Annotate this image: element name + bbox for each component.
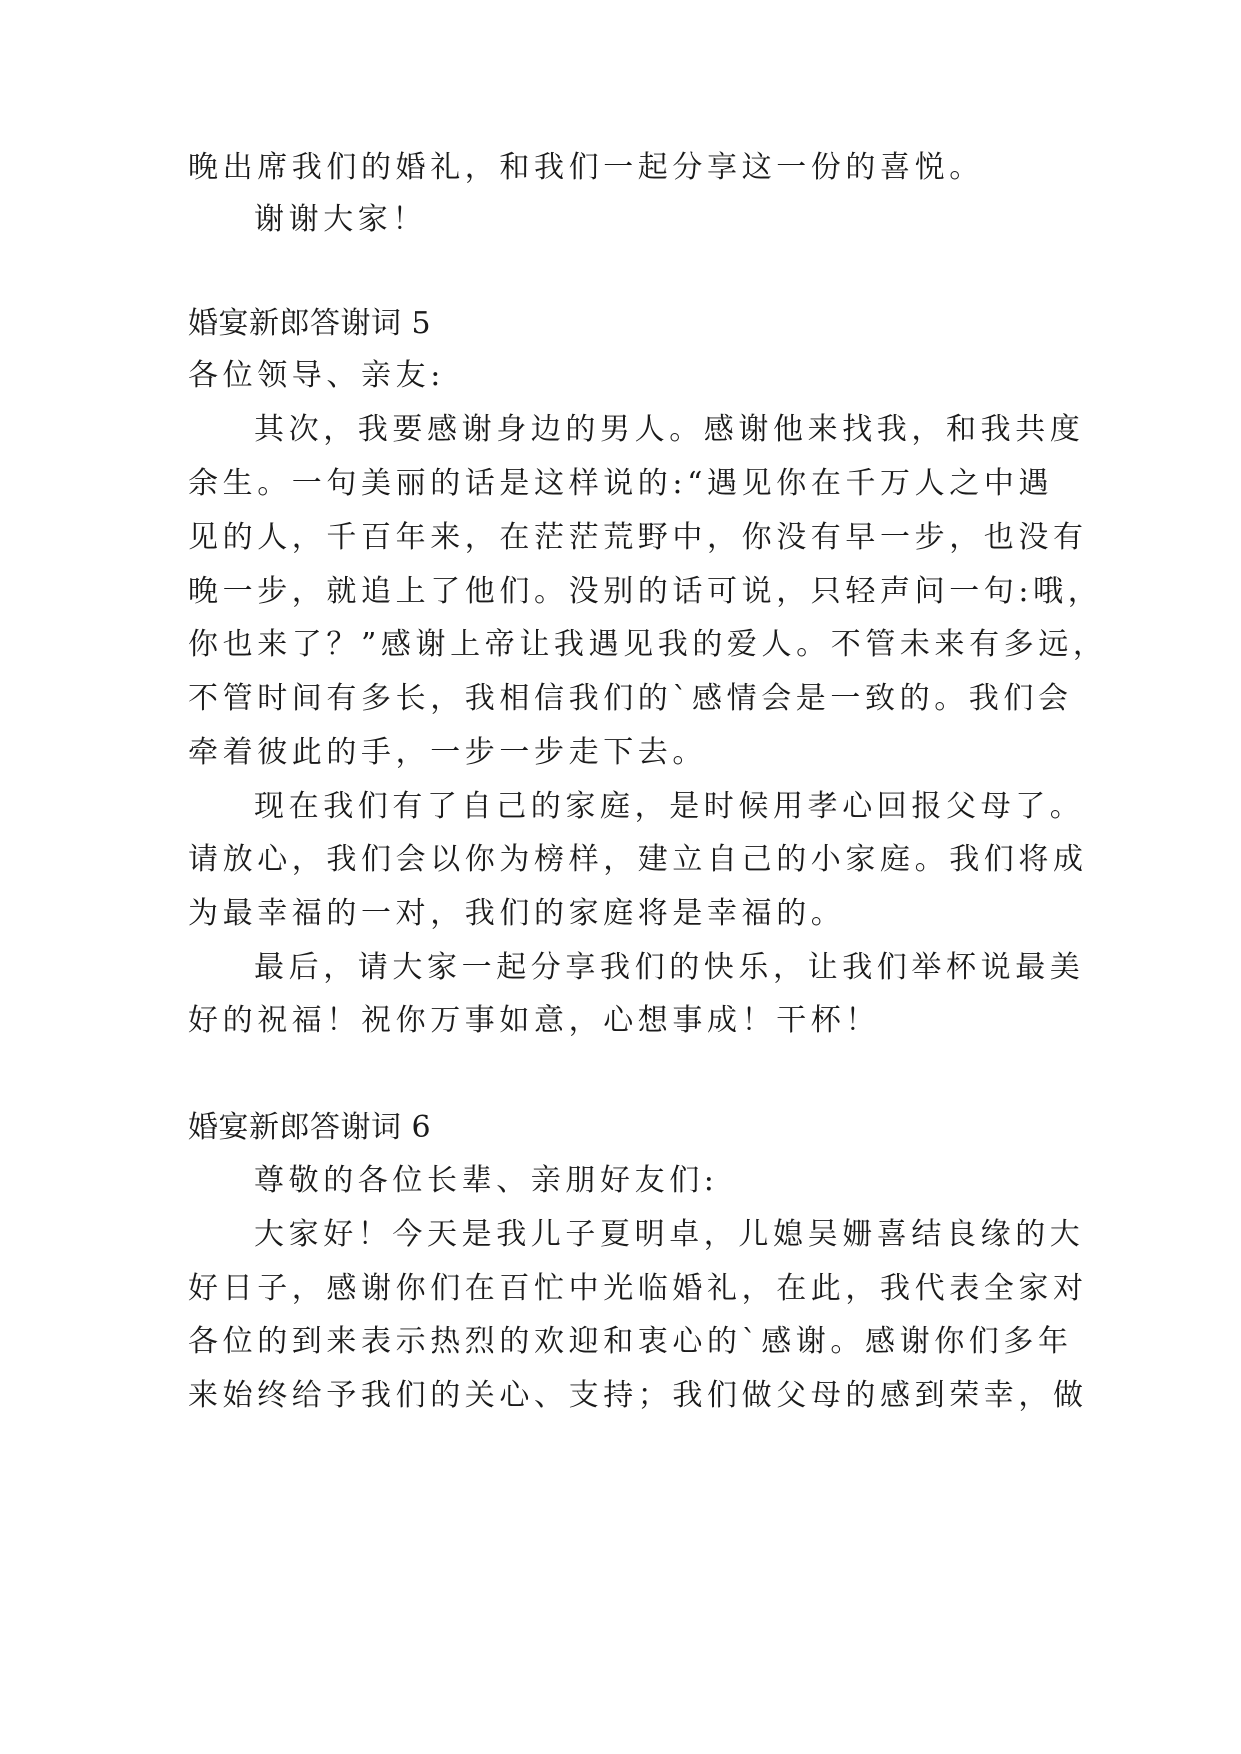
paragraph-line: 请放心，我们会以你为榜样，建立自己的小家庭。我们将成 (188, 842, 1088, 877)
paragraph-line: 见的人，千百年来，在茫茫荒野中，你没有早一步，也没有 (188, 520, 1088, 555)
paragraph-line: 晚一步，就追上了他们。没别的话可说，只轻声问一句:哦， (188, 574, 1103, 609)
greeting-line: 尊敬的各位长辈、亲朋好友们: (254, 1163, 719, 1198)
paragraph-line: 各位的到来表示热烈的欢迎和衷心的`感谢。感谢你们多年 (188, 1324, 1073, 1359)
paragraph-line: 为最幸福的一对，我们的家庭将是幸福的。 (188, 896, 846, 931)
closing-line: 谢谢大家！ (254, 202, 427, 237)
paragraph-line: 最后，请大家一起分享我们的快乐，让我们举杯说最美 (254, 950, 1085, 985)
greeting-line: 各位领导、亲友: (188, 358, 445, 393)
paragraph-line: 不管时间有多长，我相信我们的`感情会是一致的。我们会 (188, 681, 1073, 716)
paragraph-line: 现在我们有了自己的家庭，是时候用孝心回报父母了。 (254, 789, 1085, 824)
paragraph-line: 余生。一句美丽的话是这样说的:“遇见你在千万人之中遇 (188, 466, 1054, 501)
paragraph-line: 好的祝福！祝你万事如意，心想事成！干杯！ (188, 1003, 880, 1038)
paragraph-line: 来始终给予我们的关心、支持；我们做父母的感到荣幸，做 (188, 1378, 1088, 1413)
paragraph-line: 大家好！今天是我儿子夏明卓，儿媳吴姗喜结良缘的大 (254, 1217, 1085, 1252)
paragraph-line: 其次，我要感谢身边的男人。感谢他来找我，和我共度 (254, 412, 1085, 447)
paragraph-line: 牵着彼此的手，一步一步走下去。 (188, 735, 707, 770)
paragraph-line: 你也来了？”感谢上帝让我遇见我的爱人。不管未来有多远， (188, 627, 1108, 662)
section-title: 婚宴新郎答谢词 6 (188, 1110, 432, 1145)
paragraph-line: 好日子，感谢你们在百忙中光临婚礼，在此，我代表全家对 (188, 1271, 1088, 1306)
section-title: 婚宴新郎答谢词 5 (188, 306, 432, 341)
paragraph-line: 晚出席我们的婚礼，和我们一起分享这一份的喜悦。 (188, 150, 984, 185)
